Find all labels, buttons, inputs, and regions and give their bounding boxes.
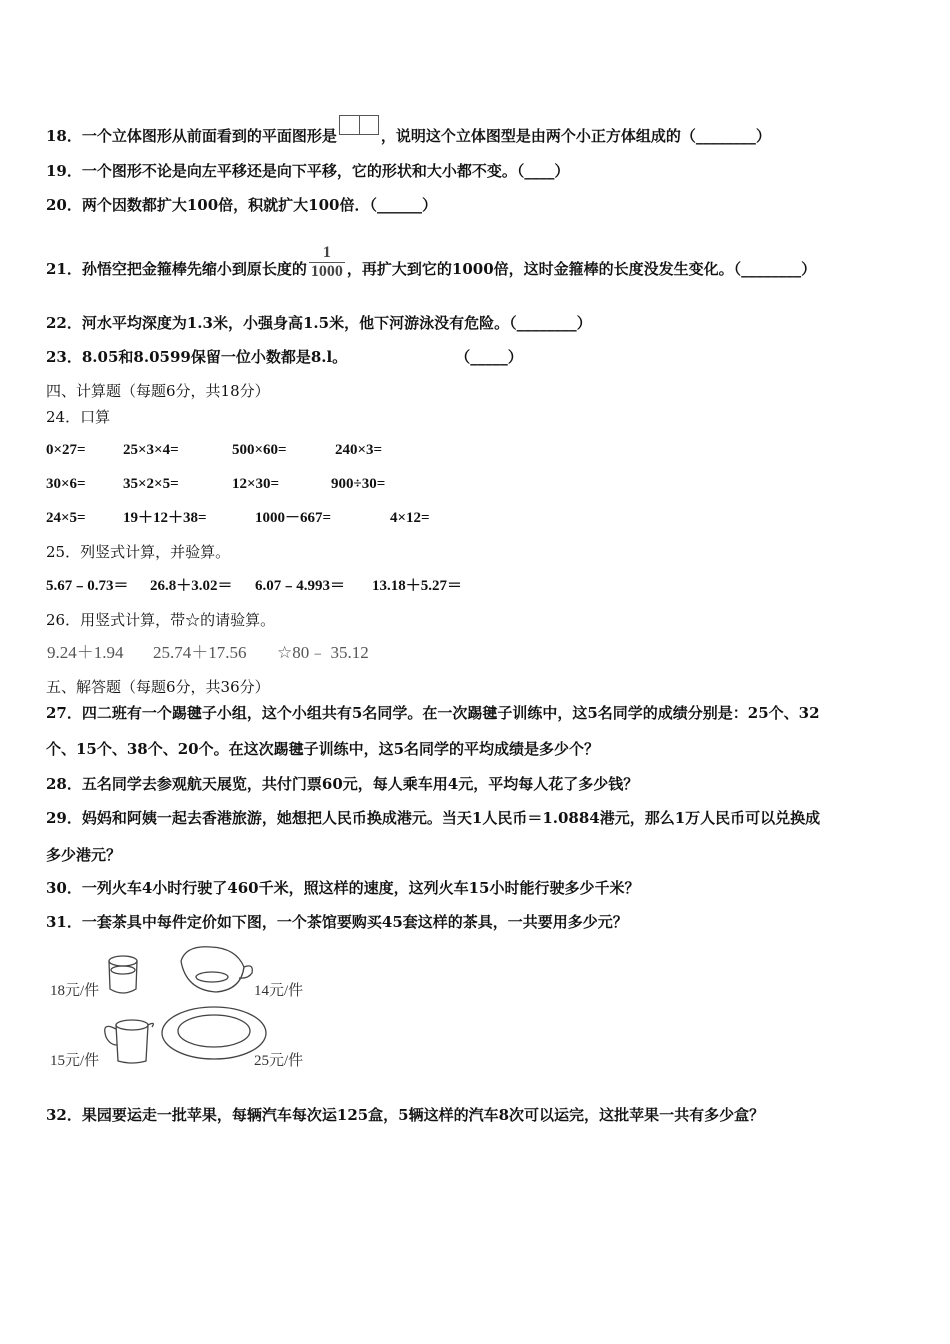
vertical-2: 26.8＋3.02＝ — [150, 578, 233, 594]
bowl-icon — [181, 947, 252, 992]
oral-2-3: 12×30= — [232, 476, 280, 492]
fraction-numerator: 1 — [309, 244, 345, 263]
question-23-answer: （_____） — [455, 348, 523, 366]
question-23 — [46, 347, 523, 367]
oral-2-2: 35×2×5= — [123, 476, 179, 492]
oral-1-1: 0×27= — [46, 442, 86, 458]
question-18 — [46, 115, 771, 146]
fraction-denominator: 1000 — [310, 263, 343, 280]
question-21-answer: ，再扩大到它的1000倍，这时金箍棒的长度没发生变化。（________） — [346, 260, 817, 278]
vertical2-2: 25.74＋17.56 — [153, 643, 247, 662]
question-20: 20．两个因数都扩大100倍，积就扩大100倍．（______） — [46, 196, 437, 214]
question-26: 26．用竖式计算，带☆的请验算。 — [46, 611, 276, 629]
question-32: 32．果园要运走一批苹果，每辆汽车每次运125盒，5辆这样的汽车8次可以运完，这批苹果一共有多少盒？ — [46, 1106, 765, 1124]
oral-1-2: 25×3×4= — [123, 442, 179, 458]
question-29-line1: 29．妈妈和阿姨一起去香港旅游，她想把人民币换成港元。当天1人民币＝1.0884港元，那么1万人民币可以兑换成 — [46, 809, 821, 827]
vertical2-1: 9.24＋1.94 — [47, 643, 124, 662]
question-18-text: 18．一个立体图形从前面看到的平面图形是 — [46, 127, 337, 145]
vertical-4: 13.18＋5.27＝ — [372, 578, 463, 594]
question-22: 22．河水平均深度为1.3米，小强身高1.5米，他下河游泳没有危险。（________） — [46, 314, 592, 332]
vertical-1: 5.67﹣0.73＝ — [46, 578, 129, 594]
cup-price: 18元/件 — [50, 983, 100, 999]
plate-price: 25元/件 — [254, 1053, 304, 1069]
bowl-price: 14元/件 — [254, 983, 304, 999]
oral-3-2: 19＋12＋38= — [123, 510, 207, 526]
question-24: 24．口算 — [46, 408, 111, 426]
oral-3-4: 4×12= — [390, 510, 430, 526]
vertical2-3: ☆80﹣ 35.12 — [277, 643, 369, 662]
question-21 — [46, 244, 816, 289]
oral-3-1: 24×5= — [46, 510, 86, 526]
question-25: 25．列竖式计算，并验算。 — [46, 543, 231, 561]
section-4-title: 四、计算题（每题6分，共18分） — [46, 382, 270, 400]
question-18-answer: ，说明这个立体图型是由两个小正方体组成的（________） — [380, 127, 771, 145]
question-21-text: 21．孙悟空把金箍棒先缩小到原长度的 — [46, 260, 307, 278]
question-23-text: 23．8.05和8.0599保留一位小数都是8.l。 — [46, 348, 348, 366]
pot-icon — [105, 1020, 154, 1063]
tea-set-figure — [46, 945, 316, 1075]
cup-icon — [109, 956, 137, 993]
question-30: 30．一列火车4小时行驶了460千米，照这样的速度，这列火车15小时能行驶多少千米？ — [46, 879, 640, 897]
oral-3-3: 1000－667= — [255, 510, 332, 526]
question-27-line1: 27．四二班有一个踢毽子小组，这个小组共有5名同学。在一次踢毽子训练中，这5名同学的成绩分别是：25个、32 — [46, 704, 820, 722]
fraction — [309, 244, 345, 281]
question-28: 28．五名同学去参观航天展览，共付门票60元，每人乘车用4元，平均每人花了多少钱？ — [46, 775, 639, 793]
vertical-3: 6.07﹣4.993＝ — [255, 578, 346, 594]
plate-icon — [162, 1007, 266, 1059]
oral-2-4: 900÷30= — [331, 476, 386, 492]
oral-2-1: 30×6= — [46, 476, 86, 492]
oral-1-4: 240×3= — [335, 442, 383, 458]
section-5-title: 五、解答题（每题6分，共36分） — [46, 678, 270, 696]
question-27-line2: 个、15个、38个、20个。在这次踢毽子训练中，这5名同学的平均成绩是多少个？ — [46, 740, 600, 758]
question-31: 31．一套茶具中每件定价如下图，一个茶馆要购买45套这样的茶具，一共要用多少元？ — [46, 913, 628, 931]
oral-1-3: 500×60= — [232, 442, 287, 458]
question-29-line2: 多少港元？ — [46, 846, 122, 864]
question-19: 19．一个图形不论是向左平移还是向下平移，它的形状和大小都不变。（____） — [46, 162, 570, 180]
two-squares-figure — [339, 115, 379, 135]
pot-price: 15元/件 — [50, 1053, 100, 1069]
